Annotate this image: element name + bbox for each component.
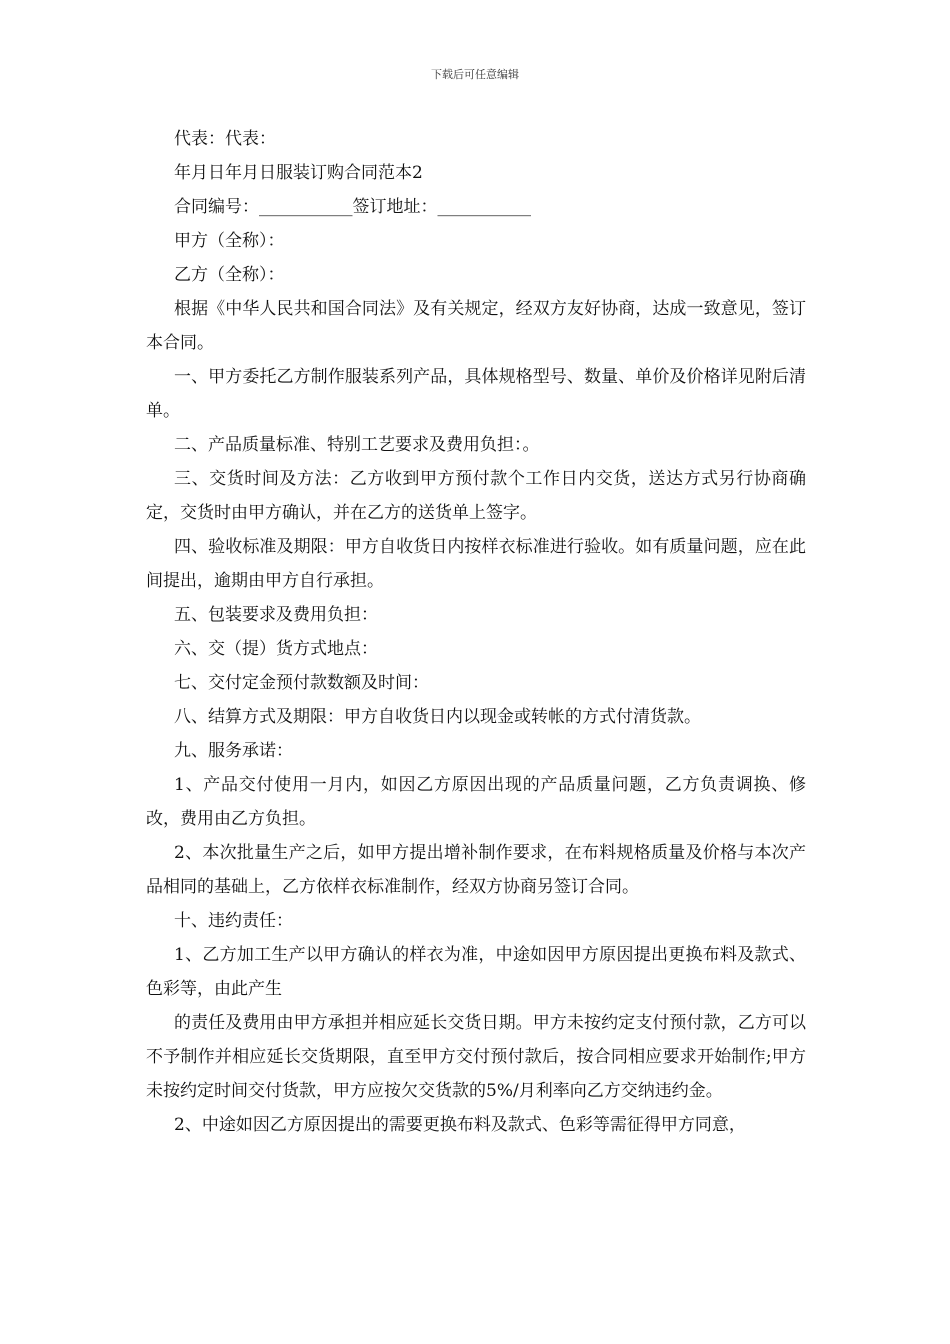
paragraph: 七、交付定金预付款数额及时间： <box>174 673 429 693</box>
paragraph: 四、验收标准及期限：甲方自收货日内按样衣标准进行验收。如有质量问题，应在此间提出，逾期由甲方自行承担。 <box>146 537 806 591</box>
paragraph: 六、交（提）货方式地点： <box>174 639 378 659</box>
paragraph: 三、交货时间及方法：乙方收到甲方预付款个工作日内交货，送达方式另行协商确定，交货时由甲方确认，并在乙方的送货单上签字。 <box>146 469 806 523</box>
paragraph: 根据《中华人民共和国合同法》及有关规定，经双方友好协商，达成一致意见，签订本合同。 <box>146 299 806 353</box>
paragraph: 2、中途如因乙方原因提出的需要更换布料及款式、色彩等需征得甲方同意， <box>174 1115 746 1135</box>
paragraph: 乙方（全称）： <box>174 265 285 285</box>
paragraph: 2、本次批量生产之后，如甲方提出增补制作要求，在布料规格质量及价格与本次产品相同的基础上，乙方依样衣标准制作，经双方协商另签订合同。 <box>146 843 806 897</box>
paragraph: 五、包装要求及费用负担： <box>174 605 378 625</box>
paragraph: 1、产品交付使用一月内，如因乙方原因出现的产品质量问题，乙方负责调换、修改，费用由乙方负担。 <box>146 775 806 829</box>
paragraph: 甲方（全称）： <box>174 231 285 251</box>
paragraph: 代表：代表： <box>174 129 276 149</box>
page-header: 下载后可任意编辑 <box>431 68 519 81</box>
paragraph: 二、产品质量标准、特别工艺要求及费用负担：。 <box>174 435 540 455</box>
paragraph: 十、违约责任： <box>174 911 293 931</box>
paragraph: 合同编号：___________签订地址：___________ <box>174 197 531 217</box>
paragraph: 年月日年月日服装订购合同范本2 <box>174 163 423 183</box>
paragraph: 的责任及费用由甲方承担并相应延长交货日期。甲方未按约定支付预付款，乙方可以不予制作并相应延长交货期限，直至甲方交付预付款后，按合同相应要求开始制作;甲方未按约定时间交付货款，甲方应按欠交货款的5%/月利率向乙方交纳违约金。 <box>146 1013 806 1101</box>
paragraph: 一、甲方委托乙方制作服装系列产品，具体规格型号、数量、单价及价格详见附后清单。 <box>146 367 806 421</box>
document-body <box>146 122 806 1142</box>
paragraph: 八、结算方式及期限：甲方自收货日内以现金或转帐的方式付清货款。 <box>174 707 701 727</box>
paragraph: 九、服务承诺： <box>174 741 293 761</box>
paragraph: 1、乙方加工生产以甲方确认的样衣为准，中途如因甲方原因提出更换布料及款式、色彩等，由此产生 <box>146 945 806 999</box>
